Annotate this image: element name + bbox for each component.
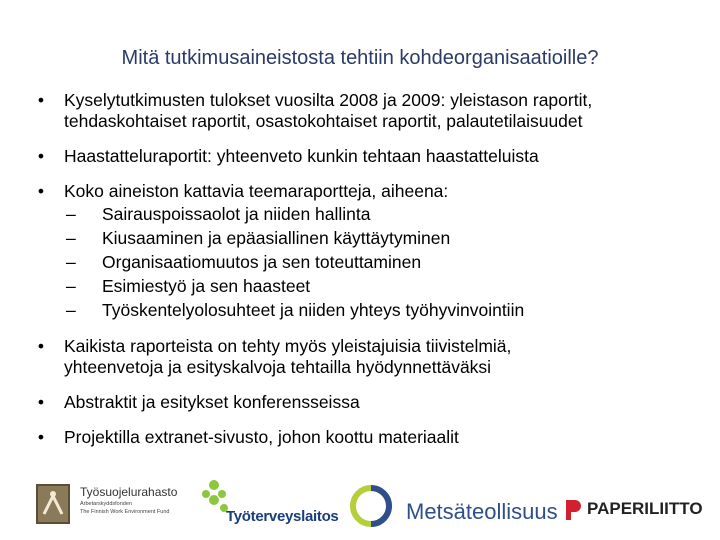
sub-item-text: Työskentelyolosuhteet ja niiden yhteys työhyvinvointiin [102,300,525,320]
bullet-item [34,90,684,132]
sub-item [66,250,684,274]
bullet-marker: • [37,181,45,201]
bullet-text-line: tehdaskohtaiset raportit, osastokohtaiset raportit, palautetilaisuudet [64,111,583,131]
bullet-item [34,427,684,448]
tyoterveyslaitos-figure-icon [200,478,240,512]
dash-marker: – [66,276,76,296]
paperiliitto-logo [563,498,703,524]
sub-item-text: Organisaatiomuutos ja sen toteuttaminen [102,252,422,272]
metsateollisuus-circle-icon [346,484,396,528]
sub-item [66,226,684,250]
bullet-marker: • [37,392,45,412]
bullet-text-line: Projektilla extranet-sivusto, johon koottu materiaalit [64,427,459,447]
bullet-marker: • [37,146,45,166]
sub-item [66,202,684,226]
tyoterveyslaitos-logo [200,478,340,528]
footer-logos [0,476,720,532]
tyosuojelurahasto-sub2: The Finnish Work Environment Fund [80,509,170,515]
dash-marker: – [66,300,76,320]
bullet-text-line: Abstraktit ja esitykset konferensseissa [64,392,360,412]
bullet-item [34,336,684,378]
sub-item-text: Kiusaaminen ja epäasiallinen käyttäytyminen [102,228,451,248]
bullet-text-line: yhteenvetoja ja esityskalvoja tehtailla hyödynnettäväksi [64,357,492,377]
bullet-text-line: Koko aineiston kattavia teemaraportteja, aiheena: [64,181,449,201]
bullet-item [34,146,684,167]
tyosuojelurahasto-emblem-icon [36,484,70,524]
slide-title: Mitä tutkimusaineistosta tehtiin kohdeorganisaatioille? [121,47,599,69]
bullet-marker: • [37,427,45,447]
sub-item [66,298,684,322]
sub-item-text: Esimiestyö ja sen haasteet [102,276,311,296]
bullet-marker: • [37,90,45,110]
paperiliitto-p-icon [563,498,583,522]
sub-item-text: Sairauspoissaolot ja niiden hallinta [102,204,371,224]
tyosuojelurahasto-name: Työsuojelurahasto [80,485,178,499]
tyosuojelurahasto-sub1: Arbetarskyddsfonden [80,501,132,507]
dash-marker: – [66,228,76,248]
sub-list [34,202,684,322]
dash-marker: – [66,204,76,224]
slide-content [34,90,684,462]
bullet-text-line: Kyselytutkimusten tulokset vuosilta 2008 ja 2009: yleistason raportit, [64,90,593,110]
figure-icon [38,486,68,522]
dash-marker: – [66,252,76,272]
bullet-text-line: Kaikista raporteista on tehty myös yleistajuisia tiivistelmiä, [64,336,512,356]
metsateollisuus-logo [346,484,556,528]
tyoterveyslaitos-name: Työterveyslaitos [226,508,339,525]
tyosuojelurahasto-logo [36,484,178,524]
sub-item [66,274,684,298]
bullet-item [34,392,684,413]
bullet-marker: • [37,336,45,356]
paperiliitto-name: PAPERILIITTO [587,499,703,518]
metsateollisuus-name: Metsäteollisuus [406,499,558,524]
bullet-item [34,181,684,202]
bullet-text-line: Haastatteluraportit: yhteenveto kunkin tehtaan haastatteluista [64,146,539,166]
